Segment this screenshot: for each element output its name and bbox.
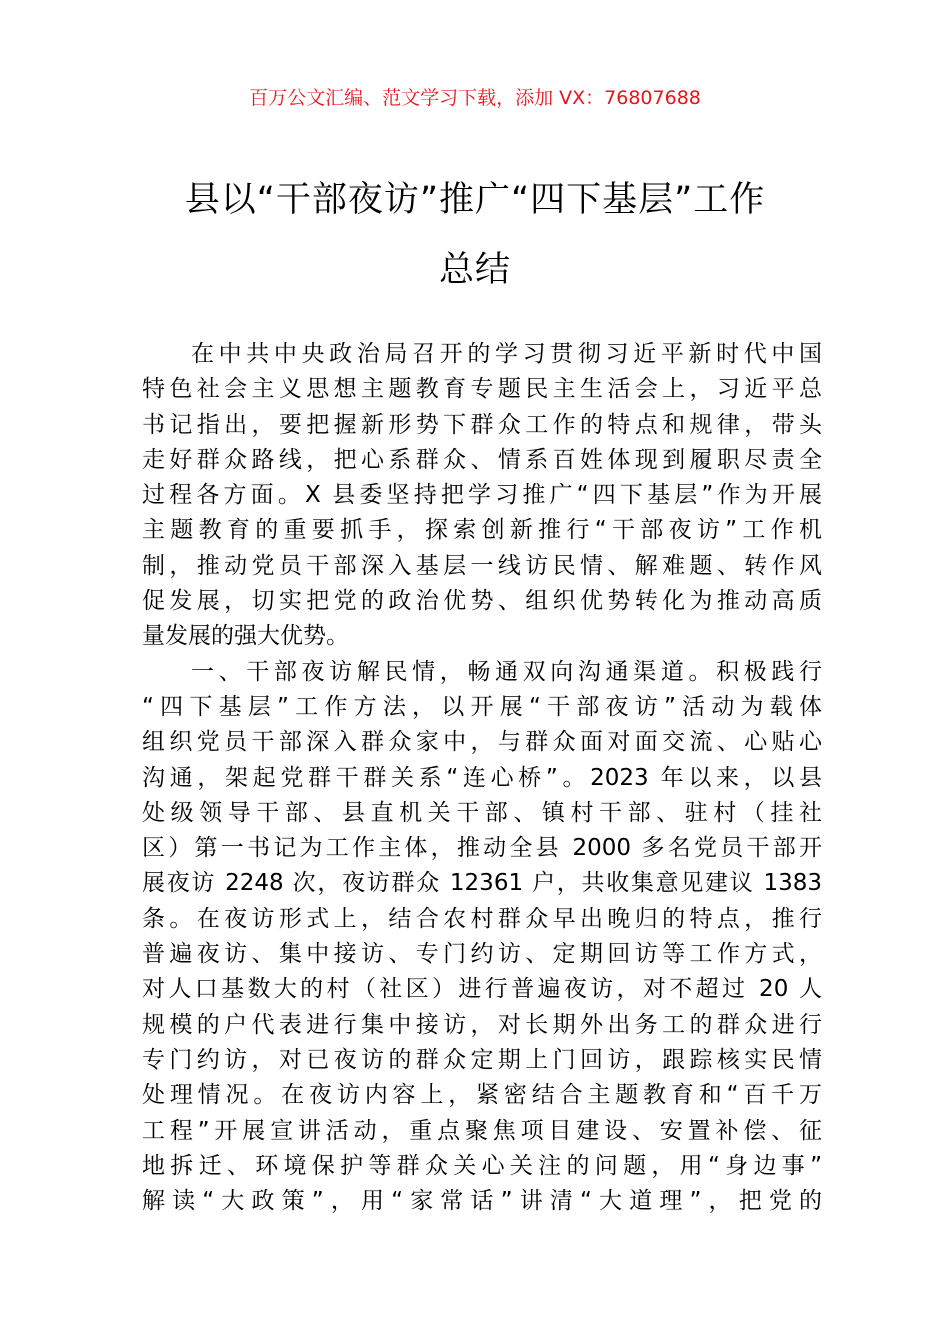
paragraph-1-line: 量发展的强大优势。 [142, 623, 349, 650]
paragraph-1-line: 特色社会主义思想主题教育专题民主生活会上，习近平总 [142, 376, 822, 403]
paragraph-2-line: 工程”开展宣讲活动，重点聚焦项目建设、安置补偿、征 [142, 1117, 822, 1144]
paragraph-1-line: 制，推动党员干部深入基层一线访民情、解难题、转作风 [142, 552, 822, 579]
document-title-line-2: 总结 [438, 250, 511, 290]
promo-header-text: 百万公文汇编、范文学习下载，添加 VX：76807688 [249, 87, 701, 109]
paragraph-2-line: 组织党员干部深入群众家中，与群众面对面交流、心贴心 [142, 729, 822, 756]
paragraph-2-line: 专门约访，对已夜访的群众定期上门回访，跟踪核实民情 [142, 1046, 822, 1073]
paragraph-2-line: 区）第一书记为工作主体，推动全县 2000 多名党员干部开 [142, 835, 822, 862]
paragraph-1-line: 书记指出，要把握新形势下群众工作的特点和规律，带头 [142, 411, 822, 438]
paragraph-1-line: 促发展，切实把党的政治优势、组织优势转化为推动高质 [142, 588, 822, 615]
paragraph-2-line: 处级领导干部、县直机关干部、镇村干部、驻村（挂社 [142, 799, 822, 826]
paragraph-1-line: 主题教育的重要抓手，探索创新推行“干部夜访”工作机 [142, 517, 822, 544]
paragraph-1-line: 过程各方面。X 县委坚持把学习推广“四下基层”作为开展 [142, 482, 822, 509]
paragraph-2-line: 对人口基数大的村（社区）进行普遍夜访，对不超过 20 人 [142, 976, 822, 1003]
document-title-line-1: 县以“干部夜访”推广“四下基层”工作 [184, 180, 766, 220]
paragraph-2-line: 地拆迁、环境保护等群众关心关注的问题，用“身边事” [142, 1152, 822, 1179]
document-body [142, 337, 822, 1219]
paragraph-1-line: 在中共中央政治局召开的学习贯彻习近平新时代中国 [191, 341, 822, 367]
paragraph-2-line: 展夜访 2248 次，夜访群众 12361 户，共收集意见建议 1383 [142, 870, 822, 897]
paragraph-2-line: 普遍夜访、集中接访、专门约访、定期回访等工作方式， [142, 941, 822, 968]
paragraph-2-line: “四下基层”工作方法，以开展“干部夜访”活动为载体 [142, 693, 822, 720]
paragraph-2-line: 条。在夜访形式上，结合农村群众早出晚归的特点，推行 [142, 905, 822, 932]
paragraph-2-line: 解读“大政策”，用“家常话”讲清“大道理”，把党的 [142, 1188, 822, 1215]
paragraph-2-line: 规模的户代表进行集中接访，对长期外出务工的群众进行 [142, 1011, 822, 1038]
paragraph-1-line: 走好群众路线，把心系群众、情系百姓体现到履职尽责全 [142, 446, 822, 473]
paragraph-2-line: 一、干部夜访解民情，畅通双向沟通渠道。积极践行 [191, 658, 822, 685]
paragraph-2-line: 处理情况。在夜访内容上，紧密结合主题教育和“百千万 [142, 1082, 822, 1109]
paragraph-2-line: 沟通，架起党群干群关系“连心桥”。2023 年以来，以县 [142, 764, 822, 791]
